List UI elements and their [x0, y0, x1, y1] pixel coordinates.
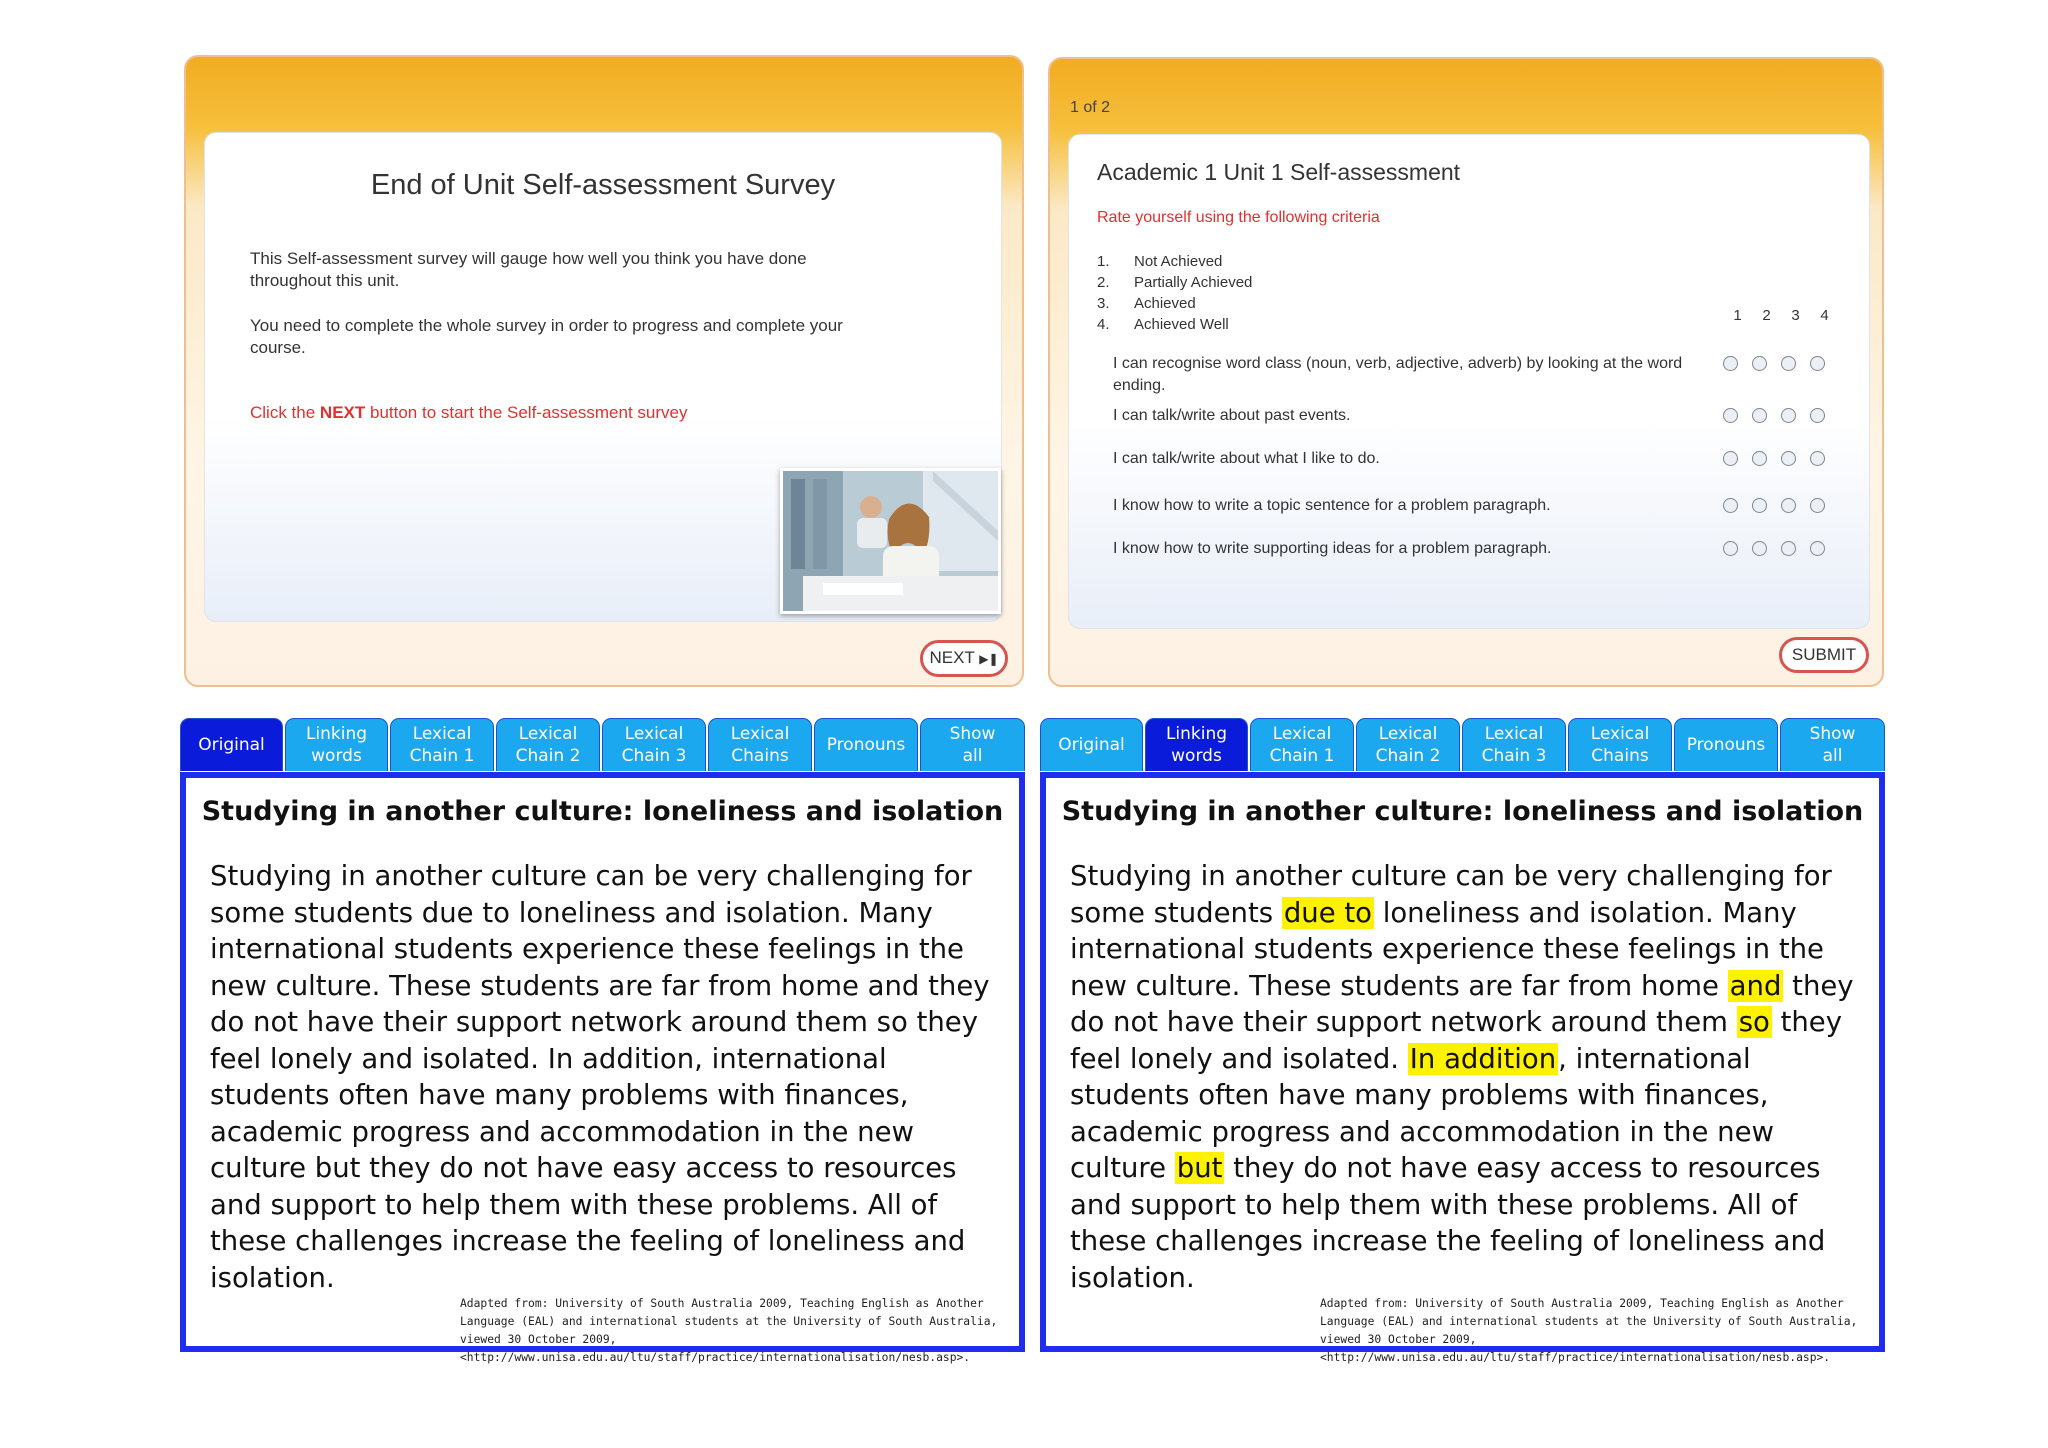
page-counter: 1 of 2: [1070, 99, 1111, 116]
intro-title: End of Unit Self-assessment Survey: [370, 169, 836, 201]
rating-radio-1[interactable]: [1723, 498, 1738, 513]
rating-scale-header: 1 2 3 4: [1733, 307, 1829, 324]
linking-word-highlight: so: [1738, 1006, 1770, 1038]
tab-original[interactable]: Original: [180, 718, 283, 771]
criteria-item: 2. Partially Achieved: [1097, 274, 1253, 291]
rating-radio-4[interactable]: [1810, 356, 1825, 371]
rating-radio-2[interactable]: [1752, 451, 1767, 466]
question-row: [1113, 538, 1913, 584]
question-text: I know how to write a topic sentence for a problem paragraph.: [1113, 497, 1551, 514]
linking-word-highlight: due to: [1283, 896, 1372, 929]
rating-radio-3[interactable]: [1781, 451, 1796, 466]
question-text: I can talk/write about what I like to do.: [1113, 450, 1380, 467]
question-text: I can talk/write about past events.: [1113, 407, 1351, 424]
rating-radio-2[interactable]: [1752, 541, 1767, 556]
reader-title: Studying in another culture: loneliness and isolation: [201, 796, 1004, 827]
tab-show-all[interactable]: Show all: [1780, 718, 1885, 771]
survey-title: Academic 1 Unit 1 Self-assessment: [1097, 159, 1461, 185]
body-segment: they do not have easy access to resources and support to help them with these problems. All of these challenges increase the feeling of loneliness and isolation.: [1070, 1152, 1826, 1294]
reader-body-highlighted: [1070, 858, 1870, 1296]
intro-instruction: Click the NEXT button to start the Self-assessment survey: [250, 403, 688, 422]
body-segment: they do not have their support network around them: [1070, 969, 1854, 1038]
rating-radio-3[interactable]: [1781, 498, 1796, 513]
tab-linking-words[interactable]: Linking words: [285, 718, 388, 771]
intro-paragraph-1: This Self-assessment survey will gauge how well you think you have done throughout this unit.: [250, 249, 807, 290]
rating-radio-4[interactable]: [1810, 498, 1825, 513]
reader-panel: [1040, 772, 1885, 1364]
tab-pronouns[interactable]: Pronouns: [814, 718, 918, 771]
linking-word-highlight: and: [1729, 969, 1782, 1002]
criteria-item: 3. Achieved: [1097, 295, 1196, 312]
question-text: I can recognise word class (noun, verb, adjective, adverb) by looking at the word ending.: [1113, 355, 1683, 394]
linking-word-highlight: In addition: [1409, 1042, 1557, 1075]
tab-show-all[interactable]: Show all: [920, 718, 1025, 771]
tab-lexical-chain-1[interactable]: Lexical Chain 1: [1250, 718, 1354, 771]
rating-radio-4[interactable]: [1810, 408, 1825, 423]
tab-lexical-chain-1[interactable]: Lexical Chain 1: [390, 718, 494, 771]
survey-slide-frame: [1048, 57, 1884, 687]
rating-radio-3[interactable]: [1781, 356, 1796, 371]
rating-radio-1[interactable]: [1723, 408, 1738, 423]
question-text: I know how to write supporting ideas for a problem paragraph.: [1113, 540, 1552, 557]
rating-radio-1[interactable]: [1723, 451, 1738, 466]
body-segment: loneliness and isolation. Many international students experience these feelings in the new culture. These students are far from home: [1070, 896, 1824, 1002]
rating-radio-2[interactable]: [1752, 356, 1767, 371]
rating-radio-1[interactable]: [1723, 541, 1738, 556]
tab-lexical-chain-3[interactable]: Lexical Chain 3: [1462, 718, 1566, 771]
reader-citation: Adapted from: University of South Australia 2009, Teaching English as Another Language (EAL) and international students at the University of South Australia, viewed 30 October 2009, <http://www.unisa.edu.au/ltu/staff/practice/internationalisation/nesb.asp>.: [460, 1297, 998, 1364]
criteria-list: [1097, 251, 1252, 335]
body-segment: they feel lonely and isolated.: [1070, 1006, 1842, 1075]
students-photo: [780, 468, 1001, 614]
survey-subtitle: Rate yourself using the following criteria: [1097, 209, 1380, 226]
tab-bar: [180, 718, 1025, 771]
intro-paragraph-2: You need to complete the whole survey in order to progress and complete your course.: [250, 316, 843, 357]
tab-lexical-chain-3[interactable]: Lexical Chain 3: [602, 718, 706, 771]
body-segment: , international students often have many problems with finances, academic progress and accommodation in the new culture: [1070, 1042, 1774, 1184]
question-row: [1113, 405, 1913, 451]
rating-radio-3[interactable]: [1781, 541, 1796, 556]
intro-slide-content: [204, 132, 1002, 622]
question-row: [1113, 353, 1913, 399]
reader-panel: [180, 772, 1025, 1364]
reader-linking-words: [1040, 718, 1885, 1364]
rating-radio-3[interactable]: [1781, 408, 1796, 423]
tab-lexical-chains[interactable]: Lexical Chains: [708, 718, 812, 771]
tab-lexical-chain-2[interactable]: Lexical Chain 2: [1356, 718, 1460, 771]
rating-radio-4[interactable]: [1810, 541, 1825, 556]
reader-title: Studying in another culture: loneliness and isolation: [1061, 796, 1864, 827]
tab-lexical-chains[interactable]: Lexical Chains: [1568, 718, 1672, 771]
survey-slide-content: [1068, 134, 1870, 629]
rating-radio-4[interactable]: [1810, 451, 1825, 466]
intro-slide-frame: [184, 55, 1024, 687]
tab-bar: [1040, 718, 1885, 771]
question-row: [1113, 448, 1913, 494]
play-next-icon: ▶❚: [979, 652, 999, 666]
linking-word-highlight: but: [1176, 1152, 1223, 1184]
tab-pronouns[interactable]: Pronouns: [1674, 718, 1778, 771]
criteria-item: 4. Achieved Well: [1097, 316, 1229, 333]
next-button[interactable]: NEXT ▶❚: [920, 640, 1008, 677]
reader-original: [180, 718, 1025, 1364]
tab-lexical-chain-2[interactable]: Lexical Chain 2: [496, 718, 600, 771]
reader-citation: Adapted from: University of South Australia 2009, Teaching English as Another Language (EAL) and international students at the University of South Australia, viewed 30 October 2009, <http://www.unisa.edu.au/ltu/staff/practice/internationalisation/nesb.asp>.: [1320, 1297, 1858, 1364]
question-row: [1113, 495, 1913, 541]
criteria-item: 1. Not Achieved: [1097, 253, 1223, 270]
submit-button[interactable]: SUBMIT: [1779, 637, 1869, 673]
rating-radio-2[interactable]: [1752, 408, 1767, 423]
rating-radio-2[interactable]: [1752, 498, 1767, 513]
body-segment: Studying in another culture can be very challenging for some students: [1070, 860, 1832, 929]
rating-radio-1[interactable]: [1723, 356, 1738, 371]
reader-body: Studying in another culture can be very challenging for some students due to loneliness and isolation. Many international students experience these feelings in the new culture. These students are far from home and they do not have their support network around them so they feel lonely and isolated. In addition, international students often have many problems with finances, academic progress and accommodation in the new culture but they do not have easy access to resources and support to help them with these problems. All of these challenges increase the feeling of loneliness and isolation.: [210, 860, 990, 1294]
tab-original[interactable]: Original: [1040, 718, 1143, 771]
tab-linking-words[interactable]: Linking words: [1145, 718, 1248, 771]
